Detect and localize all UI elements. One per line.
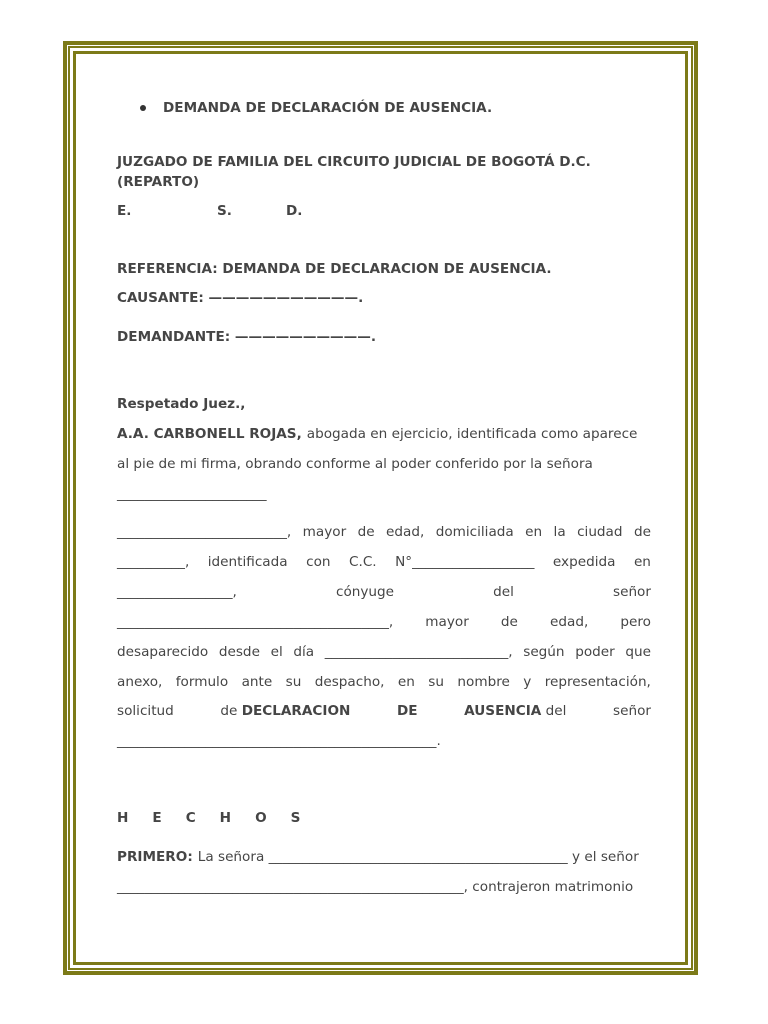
word: cónyuge [335,584,395,600]
ausencia-phrase [464,703,566,719]
word: domiciliada [435,524,514,540]
para2-line1 [117,524,651,540]
esd-s: S. [217,203,232,219]
court-line-1: JUZGADO DE FAMILIA DEL CIRCUITO JUDICIAL DE BOGOTÁ D.C. [117,154,591,170]
word: día [293,644,315,660]
lawyer-name: A.A. CARBONELL ROJAS, [117,426,302,442]
hechos-letter: H [117,810,129,826]
word: DE [396,703,418,719]
word: el [270,644,283,660]
word: despacho, [314,674,385,690]
word: N°__________________ [395,554,535,570]
word: _________________________, [117,524,292,540]
word: del [493,584,514,600]
word: AUSENCIA [464,703,542,719]
hechos-letter: S [290,810,301,826]
referencia: REFERENCIA: DEMANDA DE DECLARACION DE AUSENCIA. [117,261,552,277]
word: mayor [425,614,469,630]
word: en [633,554,651,570]
word: que [625,644,651,660]
para2-line6 [117,674,651,690]
word: en [397,674,415,690]
word: edad, [386,524,425,540]
word: señor [613,584,651,600]
word: C.C. [349,554,377,570]
word: desaparecido [117,644,209,660]
word: pero [620,614,651,630]
para1-line1 [117,426,651,442]
word: la [553,524,566,540]
word: poder [575,644,615,660]
word: desde [218,644,260,660]
demandante: DEMANDANTE: ——————————. [117,329,377,345]
salutation: Respetado Juez., [117,396,246,412]
para2-line3 [117,584,651,600]
esd-d: D. [286,203,303,219]
word: formulo [175,674,229,690]
word: de [500,614,518,630]
word: anexo, [117,674,163,690]
primero-line1 [117,849,651,865]
word: de [220,703,238,719]
word: representación, [544,674,651,690]
word: identificada [207,554,288,570]
word: nombre [457,674,510,690]
word: según [523,644,565,660]
word: su [285,674,302,690]
word: ________________________________________, [117,614,394,630]
word: su [428,674,444,690]
hechos-letter: O [255,810,267,826]
para1-line3: ______________________ [117,486,267,502]
word: ante [241,674,273,690]
word: ___________________________, [324,644,513,660]
word: del [545,703,567,719]
para2-line2 [117,554,651,570]
bullet-item [140,100,492,116]
hechos-letter: H [219,810,232,826]
para1-line1-text: abogada en ejercicio, identificada como aparece [306,426,638,442]
declaracion-phrase [220,703,350,719]
word: en [525,524,543,540]
para1-line2: al pie de mi firma, obrando conforme al poder conferido por la señora [117,456,593,472]
hechos-letter: E [152,810,162,826]
primero-line2: ___________________________________________________, contrajeron matrimonio [117,879,634,895]
word: __________, [117,554,190,570]
bullet-text: DEMANDA DE DECLARACIÓN DE AUSENCIA. [163,100,493,116]
word: ciudad [577,524,623,540]
primero-label: PRIMERO: [117,849,193,865]
esd-e: E. [117,203,132,219]
word: _________________, [117,584,237,600]
hechos-letter: C [185,810,196,826]
word: DECLARACION [241,703,351,719]
esd-line [117,203,303,219]
word: señor [613,703,651,719]
causante: CAUSANTE: ———————————. [117,290,364,306]
para2-line4 [117,614,651,630]
word: mayor [302,524,347,540]
word: edad, [550,614,589,630]
para2-line7 [117,703,651,719]
primero-line1-text: La señora ____________________________________________ y el señor [197,849,639,865]
word: con [306,554,331,570]
para2-line8: _______________________________________________. [117,733,441,749]
para2-line5 [117,644,651,660]
word: y [523,674,532,690]
hechos-heading [117,810,324,826]
court-line-2: (REPARTO) [117,174,200,190]
word: solicitud [117,703,174,719]
bullet-dot-icon [140,105,146,111]
word: de [357,524,375,540]
word: expedida [552,554,616,570]
word: de [633,524,651,540]
